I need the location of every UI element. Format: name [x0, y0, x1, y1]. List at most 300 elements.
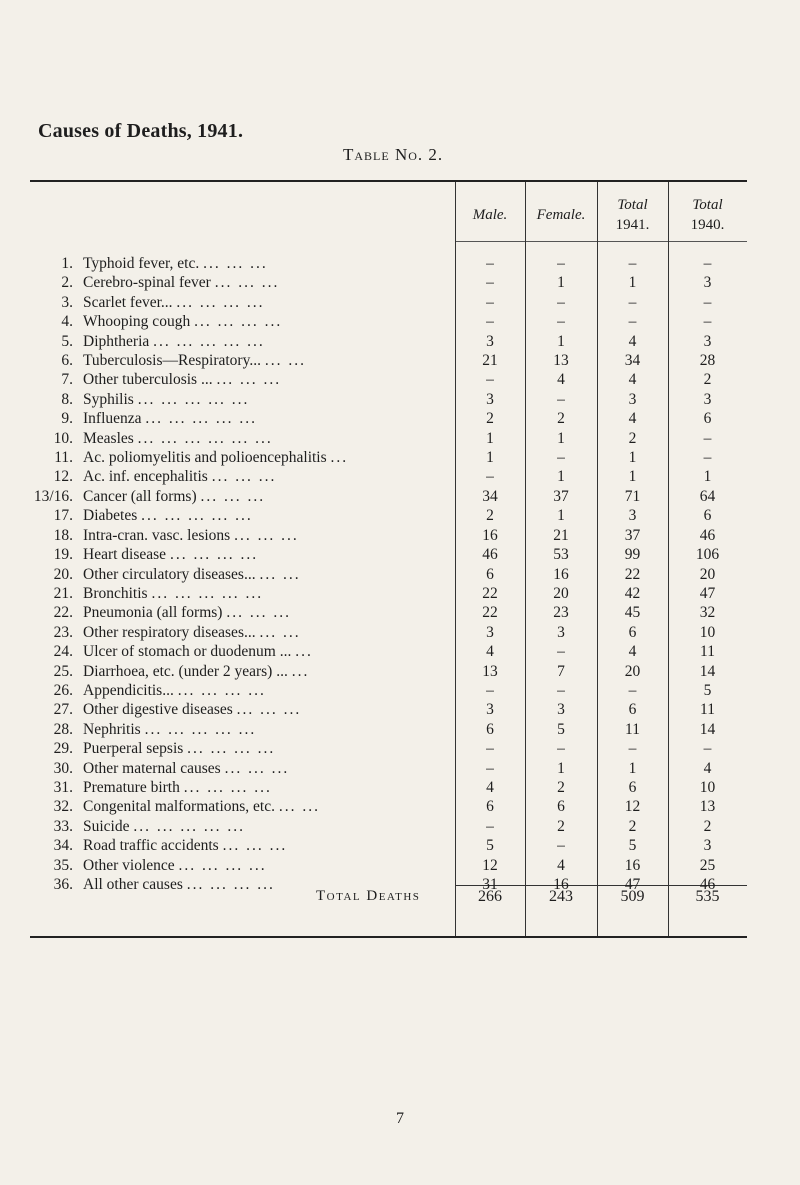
leader-dots: ... ... ... ... ...: [151, 584, 264, 602]
total-1940-count: 28: [699, 352, 716, 370]
total-1940-count: 1: [703, 468, 712, 486]
male-count: –: [486, 293, 494, 311]
total-1941-count: 42: [624, 584, 641, 602]
female-count: 1: [557, 507, 565, 525]
table-row: [30, 856, 747, 875]
total-1941-count: 37: [624, 526, 641, 544]
male-count: 21: [482, 352, 498, 370]
cause-number: 5.: [61, 332, 73, 350]
female-count: –: [557, 681, 565, 699]
total-1941-count: 16: [624, 856, 641, 874]
total-1940-count: 14: [699, 662, 716, 680]
cause-number: 10.: [53, 429, 73, 447]
male-count: –: [486, 274, 494, 292]
cause-number: 20.: [53, 565, 73, 583]
total-1941-count: 3: [628, 507, 637, 525]
leader-dots: ...: [295, 643, 313, 661]
total-1940-count: 32: [699, 604, 716, 622]
cause-label: [30, 836, 287, 855]
female-count: –: [557, 449, 565, 467]
leader-dots: ... ... ... ...: [177, 681, 266, 699]
total-1941-count: 20: [624, 662, 641, 680]
cause-label: [30, 623, 301, 642]
total-1941-count: –: [628, 313, 637, 331]
total-1940-count: 106: [695, 546, 720, 564]
male-count: –: [486, 371, 494, 389]
total-1941-count: 45: [624, 604, 641, 622]
total-1940-count: 3: [703, 332, 712, 350]
cause-number: 35.: [53, 856, 73, 874]
female-count: 2: [557, 817, 565, 835]
total-1941-count: 47: [624, 876, 641, 893]
cause-number: 1.: [61, 255, 73, 272]
male-count: 1: [486, 449, 494, 467]
total-1940-count: 4: [703, 759, 712, 777]
male-count: 5: [486, 837, 494, 855]
table-row: [30, 390, 747, 409]
total-deaths-label: Total Deaths: [316, 888, 421, 904]
female-count: 16: [553, 876, 569, 893]
table-row: [30, 681, 747, 700]
total-1940-count: –: [703, 293, 712, 311]
cause-number: 30.: [53, 759, 73, 777]
cause-label: [30, 797, 320, 816]
total-1941: 509: [620, 888, 645, 905]
female-count: 20: [553, 584, 569, 602]
leader-dots: ... ... ... ... ... ...: [137, 429, 273, 447]
table-row: [30, 759, 747, 778]
leader-dots: ... ... ... ...: [183, 778, 272, 796]
cause-name: Other maternal causes: [83, 759, 221, 777]
total-1941-count: 22: [624, 565, 641, 583]
cause-number: 11.: [54, 449, 73, 467]
male-count: 1: [486, 429, 494, 447]
total-1941-count: –: [628, 681, 637, 699]
cause-number: 26.: [53, 681, 73, 699]
total-1940-count: 11: [700, 701, 715, 719]
total-1941-count: 1: [628, 759, 637, 777]
total-1940-count: 3: [703, 274, 712, 292]
leader-dots: ... ... ...: [203, 255, 268, 272]
leader-dots: ... ... ...: [234, 526, 299, 544]
table-row: [30, 332, 747, 351]
female-count: 4: [557, 371, 565, 389]
leader-dots: ... ... ...: [222, 837, 288, 855]
total-1941-count: 71: [624, 487, 641, 505]
cause-number: 29.: [53, 740, 73, 758]
cause-label: [30, 778, 272, 797]
male-count: 46: [482, 546, 498, 564]
cause-number: 3.: [61, 293, 73, 311]
total-1940: 535: [695, 888, 720, 905]
total-1940-count: 13: [699, 798, 716, 816]
total-1940-count: –: [703, 313, 712, 331]
cause-number: 4.: [61, 313, 73, 331]
table-row: [30, 409, 747, 428]
female-count: 3: [557, 623, 565, 641]
cause-number: 6.: [61, 352, 73, 370]
cause-number: 36.: [53, 876, 73, 893]
total-1940-count: 2: [703, 371, 712, 389]
total-1940-count: –: [703, 740, 712, 758]
cause-name: All other causes: [83, 876, 183, 893]
total-1940-count: 46: [699, 526, 716, 544]
cause-name: Syphilis: [83, 390, 134, 408]
table-row: [30, 448, 747, 467]
cause-label: [30, 545, 258, 564]
leader-dots: ...: [291, 662, 310, 680]
cause-label: [30, 584, 263, 603]
table-top-rule: [30, 180, 747, 182]
leader-dots: ... ...: [278, 798, 320, 816]
leader-dots: ...: [330, 449, 349, 467]
table-row: [30, 545, 747, 564]
female-count: 37: [553, 487, 569, 505]
female-count: 1: [557, 468, 565, 486]
male-count: 3: [486, 390, 494, 408]
total-1941-count: 6: [628, 623, 637, 641]
total-1940-count: 6: [703, 410, 712, 428]
male-count: 6: [486, 720, 494, 738]
cause-name: Heart disease: [83, 546, 167, 564]
male-count: 3: [486, 623, 494, 641]
cause-label: [30, 390, 249, 409]
table-row: [30, 797, 747, 816]
leader-dots: ... ... ... ...: [178, 856, 267, 874]
male-count: 3: [486, 701, 494, 719]
total-1940-count: 14: [699, 720, 716, 738]
table-row: [30, 739, 747, 758]
male-count: 4: [486, 778, 494, 796]
cause-name: Other violence: [83, 856, 175, 874]
header-male: Male.: [472, 207, 508, 223]
total-1941-count: 2: [628, 817, 637, 835]
cause-label: [30, 603, 291, 622]
table-row: [30, 467, 747, 486]
female-count: 2: [557, 778, 565, 796]
leader-dots: ... ... ...: [200, 487, 266, 505]
total-1940-count: 3: [703, 390, 712, 408]
leader-dots: ... ... ...: [224, 759, 290, 777]
total-1941-count: 6: [628, 778, 637, 796]
table-row: [30, 584, 747, 603]
leader-dots: ... ... ... ... ...: [137, 390, 250, 408]
cause-number: 13/16.: [33, 487, 73, 505]
cause-label: [30, 467, 276, 486]
table-row: [30, 565, 747, 584]
cause-name: Diphtheria: [83, 332, 150, 350]
cause-number: 9.: [61, 410, 73, 428]
table-row: [30, 293, 747, 312]
total-1941-count: 4: [628, 643, 637, 661]
male-count: –: [486, 468, 494, 486]
total-1941-count: 5: [628, 837, 637, 855]
table-row: [30, 487, 747, 506]
total-1941-count: 1: [628, 468, 637, 486]
leader-dots: ... ... ...: [214, 274, 280, 292]
cause-label: [30, 448, 348, 467]
cause-name: Other digestive diseases: [83, 701, 233, 719]
cause-name: Puerperal sepsis: [83, 740, 184, 758]
total-1941-count: 12: [624, 798, 641, 816]
cause-name: Pneumonia (all forms): [83, 604, 223, 622]
leader-dots: ... ... ... ... ...: [144, 720, 257, 738]
female-count: 23: [553, 604, 569, 622]
cause-name: Nephritis: [83, 720, 141, 738]
cause-number: 2.: [61, 274, 73, 292]
total-1940-count: 11: [700, 643, 715, 661]
cause-label: [30, 273, 279, 292]
total-1940-count: –: [703, 429, 712, 447]
cause-number: 21.: [53, 584, 73, 602]
cause-name: Measles: [83, 429, 134, 447]
total-female: 243: [549, 888, 573, 905]
cause-label: [30, 720, 256, 739]
total-1940-count: 20: [699, 565, 716, 583]
cause-label: [30, 351, 306, 370]
female-count: –: [557, 293, 565, 311]
cause-label: [30, 739, 275, 758]
table-row: [30, 642, 747, 661]
cause-name: Ulcer of stomach or duodenum ...: [83, 643, 292, 661]
cause-label: [30, 526, 299, 545]
cause-number: 32.: [53, 798, 73, 816]
female-count: 21: [553, 526, 569, 544]
male-count: –: [486, 817, 494, 835]
female-count: –: [557, 255, 565, 272]
female-count: 1: [557, 274, 565, 292]
table-row: [30, 700, 747, 719]
table-row: [30, 370, 747, 389]
cause-label: [30, 642, 313, 661]
total-1940-count: –: [703, 449, 712, 467]
cause-name: Typhoid fever, etc.: [83, 255, 200, 272]
leader-dots: ... ... ... ...: [186, 876, 275, 893]
total-1941-count: 4: [628, 410, 637, 428]
cause-number: 7.: [61, 371, 73, 389]
cause-name: Ac. inf. encephalitis: [83, 468, 208, 486]
total-1940-count: 47: [699, 584, 716, 602]
total-male: 266: [478, 888, 502, 905]
female-count: –: [557, 837, 565, 855]
table-row: [30, 836, 747, 855]
leader-dots: ... ... ... ... ...: [145, 410, 258, 428]
female-count: 1: [557, 429, 565, 447]
male-count: 16: [482, 526, 498, 544]
cause-name: Other respiratory diseases...: [83, 623, 256, 641]
page-number: 7: [396, 1110, 404, 1127]
cause-label: [30, 429, 273, 448]
female-count: –: [557, 740, 565, 758]
leader-dots: ... ...: [264, 352, 306, 370]
table-row: [30, 526, 747, 545]
male-count: 12: [482, 856, 498, 874]
male-count: 2: [486, 410, 494, 428]
cause-name: Congenital malformations, etc.: [83, 798, 275, 816]
female-count: 4: [557, 856, 565, 874]
header-total-1940: Total 1940.: [690, 197, 725, 233]
male-count: –: [486, 759, 494, 777]
leader-dots: ... ... ... ... ...: [141, 507, 253, 525]
cause-name: Ac. poliomyelitis and polioencephalitis: [83, 449, 327, 467]
female-count: 2: [557, 410, 565, 428]
cause-number: 31.: [53, 778, 73, 796]
leader-dots: ... ...: [259, 623, 301, 641]
total-1940-count: 46: [699, 876, 716, 893]
total-1941-count: 3: [628, 390, 637, 408]
header-total-1941: Total 1941.: [615, 197, 650, 233]
cause-name: Suicide: [83, 817, 130, 835]
total-1941-count: 6: [628, 701, 637, 719]
cause-name: Intra-cran. vasc. lesions: [83, 526, 231, 544]
total-1941-count: 1: [628, 449, 637, 467]
cause-number: 19.: [53, 546, 73, 564]
male-count: 34: [482, 487, 498, 505]
female-count: 5: [557, 720, 565, 738]
cause-name: Appendicitis...: [83, 681, 174, 699]
female-count: –: [557, 390, 565, 408]
cause-label: [30, 293, 265, 312]
cause-name: Cancer (all forms): [83, 487, 197, 505]
header-female: Female.: [536, 207, 586, 223]
total-1941-count: 1: [628, 274, 637, 292]
male-count: –: [486, 255, 494, 272]
total-1940-count: 3: [703, 837, 712, 855]
leader-dots: ... ... ... ...: [194, 313, 283, 331]
cause-name: Other circulatory diseases...: [83, 565, 256, 583]
total-1941-count: 4: [628, 371, 637, 389]
cause-label: [30, 487, 265, 506]
female-count: 6: [557, 798, 565, 816]
female-count: 13: [553, 352, 569, 370]
cause-number: 28.: [53, 720, 73, 738]
total-1941-count: 2: [628, 429, 637, 447]
male-count: 22: [482, 584, 498, 602]
total-1940-count: 25: [699, 856, 716, 874]
cause-name: Influenza: [83, 410, 142, 428]
leader-dots: ... ... ... ... ...: [133, 817, 245, 835]
cause-number: 23.: [53, 623, 73, 641]
female-count: 7: [557, 662, 565, 680]
leader-dots: ... ... ... ...: [176, 293, 265, 311]
cause-label: [30, 759, 289, 778]
male-count: 6: [486, 798, 494, 816]
male-count: –: [486, 313, 494, 331]
total-1940-count: 2: [703, 817, 712, 835]
cause-name: Other tuberculosis ...: [83, 371, 213, 389]
header-underline: [455, 241, 747, 242]
total-1941-count: –: [628, 740, 637, 758]
leader-dots: ... ... ...: [236, 701, 302, 719]
total-1941-count: 99: [624, 546, 641, 564]
leader-dots: ... ... ...: [216, 371, 282, 389]
cause-name: Whooping cough: [83, 313, 191, 331]
cause-label: [30, 254, 268, 273]
table-row: [30, 506, 747, 525]
cause-label: [30, 370, 281, 389]
female-count: 16: [553, 565, 569, 583]
cause-label: [30, 506, 253, 525]
cause-label: [30, 681, 266, 700]
table-row: [30, 429, 747, 448]
cause-label: [30, 700, 301, 719]
cause-name: Cerebro-spinal fever: [83, 274, 211, 292]
table-row: [30, 254, 747, 273]
cause-label: [30, 856, 267, 875]
male-count: 6: [486, 565, 494, 583]
table-bottom-rule: [30, 936, 747, 938]
female-count: 1: [557, 332, 565, 350]
table-number: Table No. 2.: [343, 145, 444, 164]
male-count: 2: [486, 507, 494, 525]
table-row: [30, 817, 747, 836]
page-title: Causes of Deaths, 1941.: [38, 120, 244, 142]
female-count: 1: [557, 759, 565, 777]
cause-number: 34.: [53, 837, 73, 855]
total-1940-count: 10: [699, 623, 716, 641]
cause-name: Diarrhoea, etc. (under 2 years) ...: [83, 662, 288, 680]
cause-number: 24.: [53, 643, 73, 661]
table-row: [30, 603, 747, 622]
cause-name: Premature birth: [83, 778, 180, 796]
table-row: [30, 720, 747, 739]
male-count: 22: [482, 604, 498, 622]
male-count: –: [486, 681, 494, 699]
cause-number: 8.: [61, 390, 73, 408]
leader-dots: ... ... ...: [226, 604, 291, 622]
male-count: 13: [482, 662, 498, 680]
table-row: [30, 273, 747, 292]
cause-label: [30, 312, 282, 331]
cause-number: 18.: [53, 526, 73, 544]
total-1940-count: 6: [703, 507, 712, 525]
leader-dots: ... ...: [259, 565, 301, 583]
total-1941-count: 34: [624, 352, 641, 370]
male-count: –: [486, 740, 494, 758]
cause-label: [30, 875, 275, 894]
male-count: 4: [486, 643, 494, 661]
total-1941-count: –: [628, 293, 637, 311]
cause-name: Tuberculosis—Respiratory...: [83, 352, 261, 370]
female-count: 53: [553, 546, 569, 564]
cause-number: 33.: [53, 817, 73, 835]
cause-label: [30, 409, 257, 428]
total-1940-count: 10: [699, 778, 716, 796]
leader-dots: ... ... ... ... ...: [153, 332, 265, 350]
total-1940-count: 5: [703, 681, 712, 699]
cause-number: 17.: [53, 507, 73, 525]
male-count: 3: [486, 332, 494, 350]
leader-dots: ... ... ... ...: [187, 740, 276, 758]
table-row: [30, 312, 747, 331]
total-1940-count: 64: [699, 487, 716, 505]
cause-number: 25.: [53, 662, 73, 680]
cause-name: Scarlet fever...: [83, 293, 173, 311]
total-1940-count: –: [703, 255, 712, 272]
female-count: 3: [557, 701, 565, 719]
cause-name: Road traffic accidents: [83, 837, 219, 855]
causes-table-body: [30, 254, 747, 894]
table-row: [30, 351, 747, 370]
cause-number: 27.: [53, 701, 73, 719]
cause-label: [30, 565, 301, 584]
cause-label: [30, 332, 265, 351]
cause-number: 12.: [53, 468, 73, 486]
cause-number: 22.: [53, 604, 73, 622]
cause-name: Diabetes: [83, 507, 138, 525]
leader-dots: ... ... ...: [211, 468, 277, 486]
female-count: –: [557, 643, 565, 661]
